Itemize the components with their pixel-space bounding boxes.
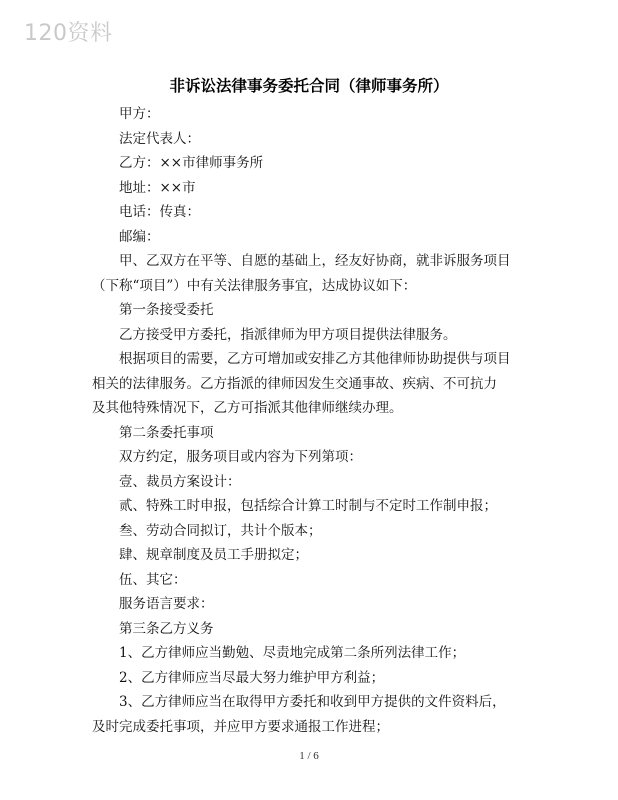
document-body	[92, 102, 532, 739]
article-1-paragraph-line: 根据项目的需要，乙方可增加或安排乙方其他律师协助提供与项目	[119, 351, 511, 367]
service-item: 壹、裁员方案设计：	[119, 473, 241, 490]
article-2-heading: 第二条委托事项	[119, 424, 214, 441]
article-1-heading: 第一条接受委托	[119, 302, 214, 318]
duty-item: 2、乙方律师应当尽最大努力维护甲方利益；	[119, 669, 385, 686]
postcode-line: 邮编：	[119, 228, 160, 245]
service-language-line: 服务语言要求：	[119, 596, 214, 612]
article-3-heading: 第三条乙方义务	[119, 620, 214, 637]
address-line: 地址：××市	[119, 179, 196, 196]
service-item: 贰、特殊工时申报，包括综合计算工时制与不定时工作制申报；	[119, 498, 497, 514]
page-number: 1 / 6	[299, 750, 319, 762]
article-1-paragraph-line: 及其他特殊情况下，乙方可指派其他律师继续办理。	[92, 400, 403, 416]
intro-paragraph-line: 甲、乙双方在平等、自愿的基础上，经友好协商，就非诉服务项目	[119, 253, 511, 269]
article-1-paragraph: 乙方接受甲方委托，指派律师为甲方项目提供法律服务。	[119, 326, 457, 343]
service-item: 伍、其它：	[119, 571, 187, 588]
article-1-paragraph-line: 相关的法律服务。乙方指派的律师因发生交通事故、疾病、不可抗力	[92, 375, 497, 392]
legal-rep-line: 法定代表人：	[119, 130, 200, 147]
duty-item-line: 及时完成委托事项，并应甲方要求通报工作进程；	[92, 718, 389, 735]
watermark-logo: 120资料	[24, 21, 113, 46]
phone-fax-line: 电话：传真：	[119, 204, 200, 220]
intro-paragraph-line: （下称“项目”）中有关法律服务事宜，达成协议如下：	[92, 277, 417, 294]
document-title: 非诉讼法律事务委托合同（律师事务所）	[169, 77, 449, 95]
article-2-intro: 双方约定，服务项目或内容为下列第项：	[119, 449, 362, 465]
service-item: 肆、规章制度及员工手册拟定；	[119, 547, 308, 563]
duty-item: 1、乙方律师应当勤勉、尽责地完成第二条所列法律工作；	[119, 645, 466, 661]
service-item: 叁、劳动合同拟订，共计个版本；	[119, 522, 322, 539]
party-b-line: 乙方：××市律师事务所	[119, 155, 264, 171]
party-a-line: 甲方：	[119, 106, 160, 122]
duty-item-line: 3、乙方律师应当在取得甲方委托和收到甲方提供的文件资料后，	[119, 694, 506, 710]
